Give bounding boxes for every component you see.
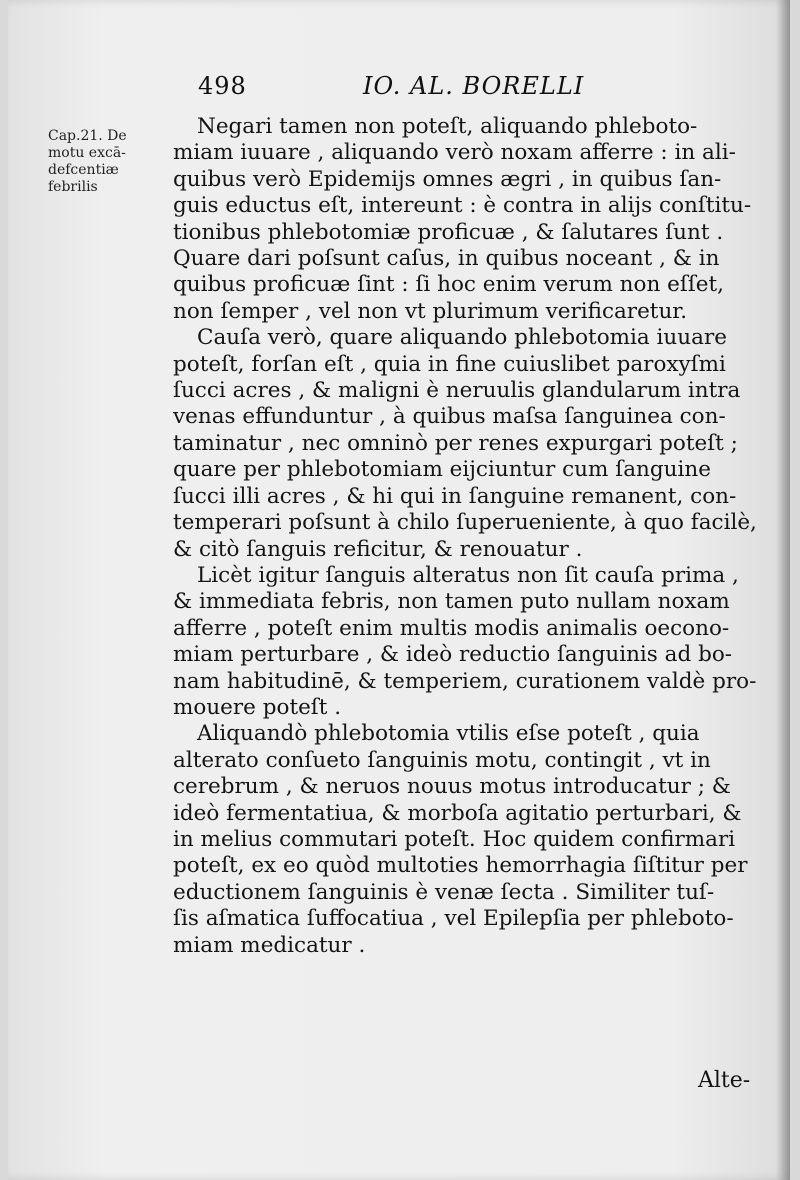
book-page xyxy=(8,0,790,1180)
text-line: miam medicatur . xyxy=(173,932,366,958)
text-line: in melius commutari poteſt. Hoc quidem confirmari xyxy=(173,826,736,852)
text-line: Licèt igitur ſanguis alteratus non ſit cauſa prima , xyxy=(197,562,739,588)
text-line: quibus verò Epidemijs omnes ægri , in quibus ſan- xyxy=(173,166,722,192)
text-line: & citò ſanguis reficitur, & renouatur . xyxy=(173,536,583,562)
text-line: ſucci acres , & maligni è neruulis glandularum intra xyxy=(173,378,741,404)
text-line: poteſt, forſan eſt , quia in fine cuiuslibet paroxyſmi xyxy=(173,351,726,377)
text-line: venas effunduntur , à quibus maſsa ſanguinea con- xyxy=(173,404,726,430)
text-line: non ſemper , vel non vt plurimum verificaretur. xyxy=(173,298,688,324)
text-line: nam habitudinē, & temperiem, curationem valdè pro- xyxy=(173,668,757,694)
marginal-note xyxy=(48,128,168,196)
text-line: quibus proficuæ ſint : ſi hoc enim verum non eſſet, xyxy=(173,272,724,298)
text-line: tionibus phlebotomiæ proficuæ , & ſalutares ſunt . xyxy=(173,219,724,245)
text-line: ideò fermentatiua, & morboſa agitatio perturbari, & xyxy=(173,800,742,826)
text-line: afferre , poteſt enim multis modis animalis oecono- xyxy=(173,615,730,641)
running-head: IO. AL. BORELLI xyxy=(363,72,585,100)
text-line: alterato conſueto ſanguinis motu, contingit , vt in xyxy=(173,747,711,773)
text-line: miam iuuare , aliquando verò noxam afferre : in ali- xyxy=(173,140,736,166)
marginal-note-line: febrilis xyxy=(48,179,98,195)
text-line: temperari poſsunt à chilo ſuperueniente, à quo facilè, xyxy=(173,510,757,536)
page-gutter-shadow xyxy=(776,0,790,1180)
marginal-note-line: motu excā- xyxy=(48,145,126,161)
text-line: ſis aſmatica ſuffocatiua , vel Epilepſia per phleboto- xyxy=(173,906,734,932)
catchword: Alte- xyxy=(698,1068,751,1093)
page-header xyxy=(198,72,618,112)
text-line: miam perturbare , & ideò reductio ſanguinis ad bo- xyxy=(173,642,733,668)
text-line: & immediata febris, non tamen puto nullam noxam xyxy=(173,589,730,615)
text-line: eductionem ſanguinis è venæ ſecta . Similiter tuſ- xyxy=(173,879,715,905)
text-line: poteſt, ex eo quòd multoties hemorrhagia ſiſtitur per xyxy=(173,853,748,879)
text-line: quare per phlebotomiam eijciuntur cum ſanguine xyxy=(173,457,711,483)
text-line: guis eductus eſt, intereunt : è contra in alijs conſtitu- xyxy=(173,193,752,219)
marginal-note-line: Cap.21. De xyxy=(48,128,127,144)
text-line: cerebrum , & neruos nouus motus introducatur ; & xyxy=(173,774,731,800)
text-line: mouere poteſt . xyxy=(173,694,342,720)
page-number: 498 xyxy=(198,72,247,100)
text-line: ſucci illi acres , & hi qui in ſanguine remanent, con- xyxy=(173,483,737,509)
text-line: taminatur , nec omninò per renes expurgari poteſt ; xyxy=(173,430,738,456)
text-line: Aliquandò phlebotomia vtilis eſse poteſt , quia xyxy=(197,721,700,747)
text-line: Negari tamen non poteſt, aliquando phleboto- xyxy=(197,114,698,139)
body-text xyxy=(173,114,773,959)
text-line: Quare dari poſsunt caſus, in quibus noceant , & in xyxy=(173,246,720,272)
marginal-note-line: defcentiæ xyxy=(48,162,119,178)
text-line: Cauſa verò, quare aliquando phlebotomia iuuare xyxy=(197,325,727,351)
